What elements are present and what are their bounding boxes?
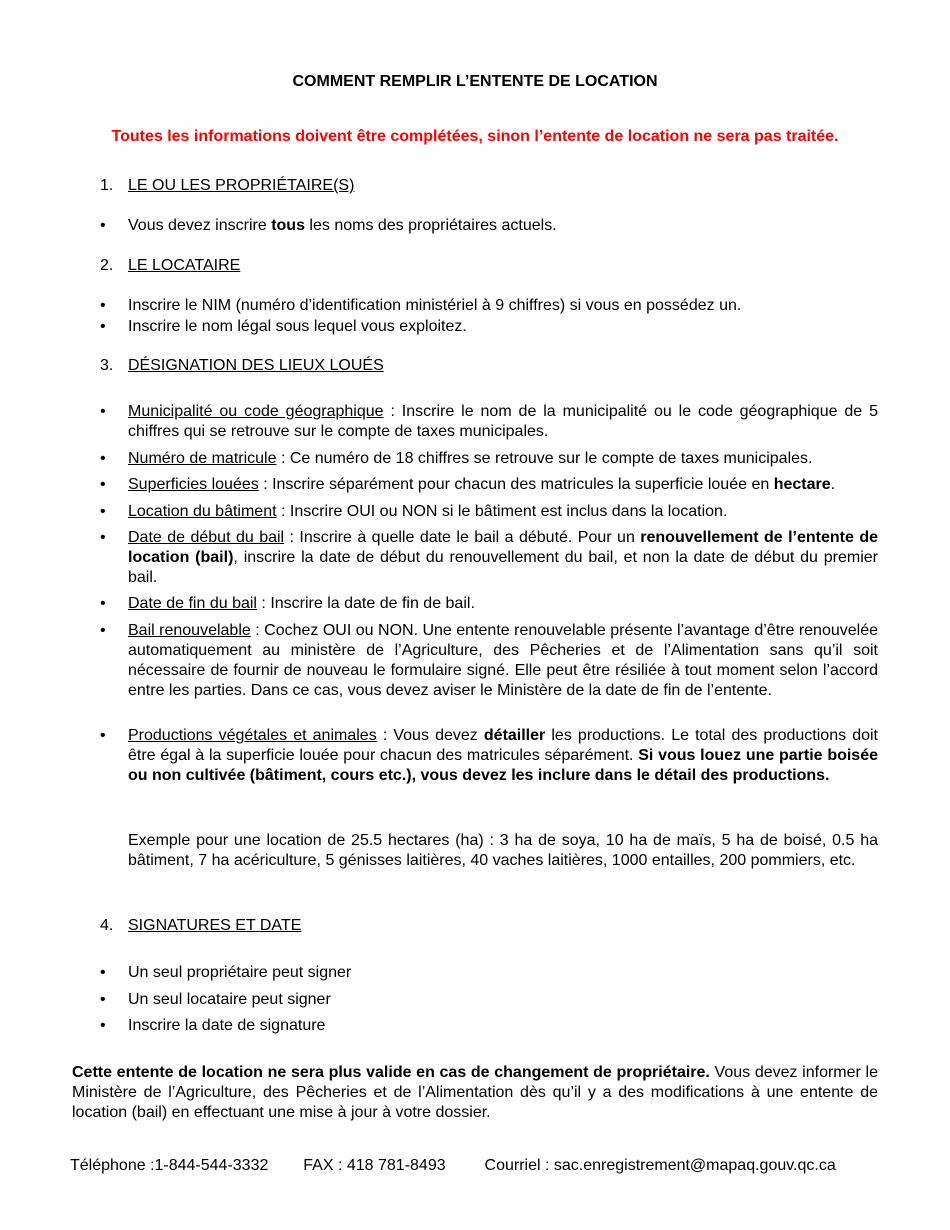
- section-number: 2.: [100, 257, 114, 274]
- bullet-icon: •: [100, 622, 106, 639]
- bullet-icon: •: [100, 450, 106, 467]
- required-info-warning: Toutes les informations doivent être complétées, sinon l’entente de location ne sera pas traitée.: [111, 128, 839, 145]
- list-item: • Un seul locataire peut signer: [100, 991, 331, 1008]
- bullet-icon: •: [100, 503, 106, 520]
- section-1-heading: [100, 176, 354, 196]
- list-item: • Municipalité ou code géographique : Inscrire le nom de la municipalité ou le code géographique de 5 chiffres qui se retrouve sur le compte de taxes municipales.: [100, 403, 878, 440]
- bullet-icon: •: [100, 1017, 106, 1034]
- list-item: • Productions végétales et animales : Vous devez détailler les productions. Le total des productions doit être égal à la superficie louée pour chacun des matricules séparément. Si vous louez une partie boisée ou non cultivée (bâtiment, cours etc.), vous devez les inclure dans le détail des productions.: [100, 727, 879, 784]
- section-4-heading: [100, 916, 301, 936]
- phone-number: Téléphone :1-844-544-3332: [70, 1157, 269, 1174]
- bullet-icon: •: [100, 403, 106, 420]
- section-label: SIGNATURES ET DATE: [128, 917, 302, 934]
- section-number: 1.: [100, 177, 114, 194]
- list-item: • Inscrire le NIM (numéro d’identification ministériel à 9 chiffres) si vous en possédez un.: [100, 297, 742, 314]
- list-item: • Date de début du bail : Inscrire à quelle date le bail a débuté. Pour un renouvellement de l’entente de location (bail), inscrire la date de début du renouvellement du bail, et non la date de début du premier bail.: [100, 529, 879, 586]
- list-item: • Un seul propriétaire peut signer: [100, 964, 352, 981]
- section-label: LE LOCATAIRE: [128, 257, 241, 274]
- list-item: • Inscrire le nom légal sous lequel vous exploitez.: [100, 318, 467, 335]
- bullet-icon: •: [100, 991, 106, 1008]
- bullet-icon: •: [100, 529, 106, 546]
- bullet-icon: •: [100, 595, 106, 612]
- list-item: • Location du bâtiment : Inscrire OUI ou NON si le bâtiment est inclus dans la location.: [100, 503, 728, 520]
- bullet-icon: •: [100, 217, 106, 234]
- section-label: LE OU LES PROPRIÉTAIRE(S): [128, 177, 355, 194]
- bullet-icon: •: [100, 297, 106, 314]
- list-item: • Bail renouvelable : Cochez OUI ou NON. Une entente renouvelable présente l’avantage d’être renouvelée automatiquement au ministère de l’Agriculture, des Pêcheries et de l’Alimentation sans qu’il soit nécessaire de fournir de nouveau le formulaire signé. Elle peut être résiliée à tout moment selon l’accord entre les parties. Dans ce cas, vous devez aviser le Ministère de la date de fin de l’entente.: [100, 622, 878, 699]
- section-number: 4.: [100, 917, 114, 934]
- email-address[interactable]: Courriel : sac.enregistrement@mapaq.gouv.qc.ca: [484, 1157, 836, 1174]
- section-3-heading: [100, 356, 384, 376]
- bullet-icon: •: [100, 727, 106, 744]
- fax-number: FAX : 418 781-8493: [303, 1157, 446, 1174]
- section-label: DÉSIGNATION DES LIEUX LOUÉS: [128, 357, 384, 374]
- list-item: • Vous devez inscrire tous les noms des propriétaires actuels.: [100, 217, 557, 234]
- bullet-icon: •: [100, 476, 106, 493]
- list-item: • Numéro de matricule : Ce numéro de 18 chiffres se retrouve sur le compte de taxes municipales.: [100, 450, 813, 467]
- example-paragraph: Exemple pour une location de 25.5 hectares (ha) : 3 ha de soya, 10 ha de maïs, 5 ha de boisé, 0.5 ha bâtiment, 7 ha acériculture, 5 génisses laitières, 40 vaches laitières, 1000 entailles, 200 pommiers, etc.: [128, 832, 878, 869]
- closing-paragraph: Cette entente de location ne sera plus valide en cas de changement de propriétaire. Vous devez informer le Ministère de l’Agriculture, des Pêcheries et de l’Alimentation dès qu’il y a des modifications à une entente de location (bail) en effectuant une mise à jour à votre dossier.: [72, 1064, 878, 1121]
- bullet-icon: •: [100, 964, 106, 981]
- bullet-icon: •: [100, 318, 106, 335]
- page-title: COMMENT REMPLIR L’ENTENTE DE LOCATION: [292, 73, 658, 90]
- contact-footer: [70, 1156, 836, 1176]
- list-item: • Inscrire la date de signature: [100, 1017, 326, 1034]
- list-item: • Date de fin du bail : Inscrire la date de fin de bail.: [100, 595, 475, 612]
- section-number: 3.: [100, 357, 114, 374]
- list-item: • Superficies louées : Inscrire séparément pour chacun des matricules la superficie louée en hectare.: [100, 476, 836, 493]
- section-2-heading: [100, 256, 240, 276]
